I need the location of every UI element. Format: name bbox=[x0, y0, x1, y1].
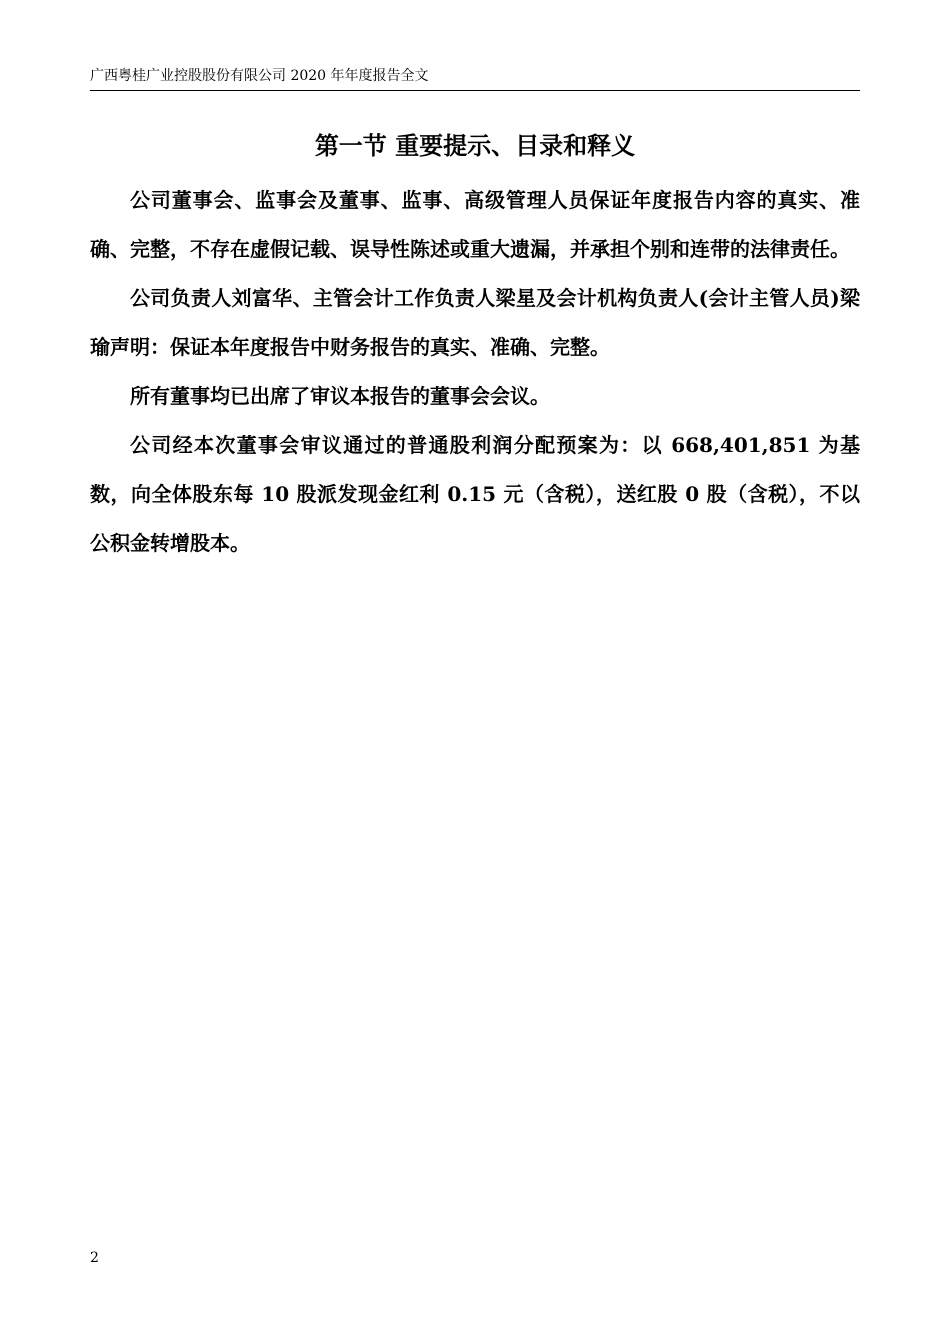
paragraph-responsible-persons: 公司负责人刘富华、主管会计工作负责人梁星及会计机构负责人(会计主管人员)梁瑜声明：保证本年度报告中财务报告的真实、准确、完整。 bbox=[90, 286, 860, 359]
body-text bbox=[90, 176, 860, 568]
section-title: 第一节 重要提示、目录和释义 bbox=[314, 131, 636, 160]
paragraph-board-guarantee: 公司董事会、监事会及董事、监事、高级管理人员保证年度报告内容的真实、准确、完整，不存在虚假记载、误导性陈述或重大遗漏，并承担个别和连带的法律责任。 bbox=[90, 188, 860, 261]
paragraph-directors-attendance: 所有董事均已出席了审议本报告的董事会会议。 bbox=[130, 384, 550, 408]
header-divider bbox=[90, 90, 860, 91]
running-header: 广西粤桂广业控股股份有限公司 2020 年年度报告全文 bbox=[90, 68, 429, 84]
page-number: 2 bbox=[90, 1250, 99, 1266]
paragraph-profit-distribution: 公司经本次董事会审议通过的普通股利润分配预案为：以 668,401,851 为基数，向全体股东每 10 股派发现金红利 0.15 元（含税），送红股 0 股（含税），不以公积金转增股本。 bbox=[90, 433, 860, 555]
